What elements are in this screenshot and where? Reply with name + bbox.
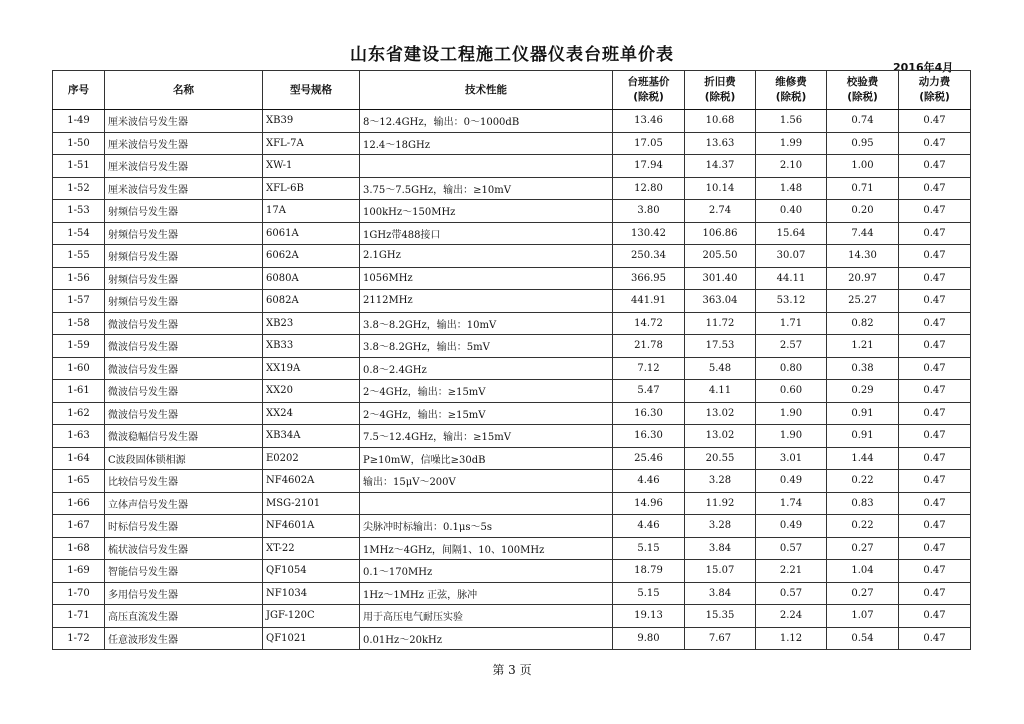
cell-spec [360, 155, 613, 178]
cell-seq: 1-57 [53, 290, 105, 313]
cell-maintenance: 2.24 [756, 605, 827, 628]
cell-power: 0.47 [899, 222, 971, 245]
cell-power: 0.47 [899, 560, 971, 583]
cell-model: QF1054 [263, 560, 360, 583]
cell-maintenance: 0.57 [756, 537, 827, 560]
cell-seq: 1-61 [53, 380, 105, 403]
cell-name: 智能信号发生器 [105, 560, 263, 583]
cell-model: XX24 [263, 402, 360, 425]
cell-seq: 1-49 [53, 110, 105, 133]
table-row [53, 627, 971, 650]
cell-name: 微波信号发生器 [105, 357, 263, 380]
cell-model: 6062A [263, 245, 360, 268]
cell-seq: 1-59 [53, 335, 105, 358]
cell-calibration: 0.74 [827, 110, 899, 133]
table-row [53, 582, 971, 605]
cell-calibration: 25.27 [827, 290, 899, 313]
cell-base-price: 250.34 [613, 245, 685, 268]
cell-power: 0.47 [899, 267, 971, 290]
cell-name: 微波信号发生器 [105, 402, 263, 425]
cell-power: 0.47 [899, 447, 971, 470]
cell-depreciation: 3.84 [685, 537, 756, 560]
cell-name: 厘米波信号发生器 [105, 132, 263, 155]
cell-maintenance: 3.01 [756, 447, 827, 470]
cell-base-price: 13.46 [613, 110, 685, 133]
cell-calibration: 0.38 [827, 357, 899, 380]
cell-calibration: 7.44 [827, 222, 899, 245]
table-row [53, 335, 971, 358]
cell-base-price: 17.05 [613, 132, 685, 155]
cell-calibration: 0.82 [827, 312, 899, 335]
cell-spec: 1GHz带488接口 [360, 222, 613, 245]
cell-model: XW-1 [263, 155, 360, 178]
cell-seq: 1-66 [53, 492, 105, 515]
cell-depreciation: 14.37 [685, 155, 756, 178]
cell-power: 0.47 [899, 110, 971, 133]
cell-power: 0.47 [899, 155, 971, 178]
cell-spec: 2112MHz [360, 290, 613, 313]
cell-calibration: 1.44 [827, 447, 899, 470]
cell-power: 0.47 [899, 402, 971, 425]
col-header-base-price: 台班基价 (除税) [613, 71, 685, 110]
cell-name: 高压直流发生器 [105, 605, 263, 628]
cell-calibration: 0.91 [827, 425, 899, 448]
cell-power: 0.47 [899, 515, 971, 538]
table-row [53, 425, 971, 448]
cell-maintenance: 1.90 [756, 402, 827, 425]
cell-spec: 1Hz～1MHz 正弦，脉冲 [360, 582, 613, 605]
cell-seq: 1-51 [53, 155, 105, 178]
cell-seq: 1-69 [53, 560, 105, 583]
cell-model: XB34A [263, 425, 360, 448]
table-row [53, 605, 971, 628]
table-row [53, 380, 971, 403]
cell-name: 任意波形发生器 [105, 627, 263, 650]
cell-model: XFL-7A [263, 132, 360, 155]
cell-maintenance: 0.57 [756, 582, 827, 605]
cell-base-price: 4.46 [613, 515, 685, 538]
col-header-name: 名称 [105, 71, 263, 110]
cell-name: 比较信号发生器 [105, 470, 263, 493]
cell-maintenance: 0.49 [756, 470, 827, 493]
cell-base-price: 14.96 [613, 492, 685, 515]
cell-depreciation: 4.11 [685, 380, 756, 403]
cell-seq: 1-68 [53, 537, 105, 560]
col-header-maintenance: 维修费 (除税) [756, 71, 827, 110]
cell-model: XB23 [263, 312, 360, 335]
cell-calibration: 0.22 [827, 470, 899, 493]
cell-power: 0.47 [899, 627, 971, 650]
cell-depreciation: 363.04 [685, 290, 756, 313]
cell-depreciation: 20.55 [685, 447, 756, 470]
cell-base-price: 19.13 [613, 605, 685, 628]
cell-base-price: 5.47 [613, 380, 685, 403]
cell-depreciation: 3.28 [685, 470, 756, 493]
cell-name: 微波信号发生器 [105, 380, 263, 403]
table-row [53, 267, 971, 290]
cell-depreciation: 205.50 [685, 245, 756, 268]
cell-maintenance: 2.21 [756, 560, 827, 583]
cell-calibration: 0.83 [827, 492, 899, 515]
cell-model: E0202 [263, 447, 360, 470]
table-row [53, 470, 971, 493]
cell-spec: 2～4GHz，输出：≥15mV [360, 380, 613, 403]
cell-spec: 0.8～2.4GHz [360, 357, 613, 380]
cell-power: 0.47 [899, 470, 971, 493]
cell-calibration: 0.27 [827, 537, 899, 560]
cell-model: NF4602A [263, 470, 360, 493]
cell-depreciation: 10.14 [685, 177, 756, 200]
table-row [53, 222, 971, 245]
cell-maintenance: 0.40 [756, 200, 827, 223]
cell-name: 厘米波信号发生器 [105, 110, 263, 133]
cell-calibration: 1.00 [827, 155, 899, 178]
cell-seq: 1-54 [53, 222, 105, 245]
cell-calibration: 20.97 [827, 267, 899, 290]
cell-spec: 3.8～8.2GHz，输出：10mV [360, 312, 613, 335]
cell-name: 射频信号发生器 [105, 200, 263, 223]
cell-seq: 1-52 [53, 177, 105, 200]
cell-depreciation: 13.02 [685, 425, 756, 448]
table-date: 2016年4月 [893, 61, 954, 74]
table-row [53, 245, 971, 268]
cell-seq: 1-65 [53, 470, 105, 493]
cell-spec: 3.8～8.2GHz，输出：5mV [360, 335, 613, 358]
cell-seq: 1-60 [53, 357, 105, 380]
cell-spec: 0.01Hz～20kHz [360, 627, 613, 650]
cell-model: XT-22 [263, 537, 360, 560]
cell-model: XB33 [263, 335, 360, 358]
cell-base-price: 7.12 [613, 357, 685, 380]
cell-name: 多用信号发生器 [105, 582, 263, 605]
cell-seq: 1-64 [53, 447, 105, 470]
cell-base-price: 366.95 [613, 267, 685, 290]
cell-calibration: 1.07 [827, 605, 899, 628]
cell-base-price: 4.46 [613, 470, 685, 493]
cell-base-price: 3.80 [613, 200, 685, 223]
cell-name: 厘米波信号发生器 [105, 177, 263, 200]
cell-base-price: 25.46 [613, 447, 685, 470]
col-header-power: 动力费 (除税) [899, 71, 971, 110]
cell-base-price: 17.94 [613, 155, 685, 178]
cell-maintenance: 0.49 [756, 515, 827, 538]
cell-maintenance: 30.07 [756, 245, 827, 268]
cell-spec: 尖脉冲时标输出：0.1μs～5s [360, 515, 613, 538]
cell-base-price: 18.79 [613, 560, 685, 583]
cell-spec: 输出：15μV～200V [360, 470, 613, 493]
cell-maintenance: 1.56 [756, 110, 827, 133]
cell-base-price: 5.15 [613, 582, 685, 605]
cell-spec: 12.4～18GHz [360, 132, 613, 155]
cell-depreciation: 301.40 [685, 267, 756, 290]
cell-base-price: 12.80 [613, 177, 685, 200]
cell-maintenance: 1.90 [756, 425, 827, 448]
cell-name: 厘米波信号发生器 [105, 155, 263, 178]
cell-model: XFL-6B [263, 177, 360, 200]
cell-spec: 0.1～170MHz [360, 560, 613, 583]
table-row [53, 132, 971, 155]
table-row [53, 110, 971, 133]
page-title: 山东省建设工程施工仪器仪表台班单价表 [350, 45, 674, 65]
cell-power: 0.47 [899, 380, 971, 403]
table-row [53, 492, 971, 515]
cell-name: 微波信号发生器 [105, 335, 263, 358]
cell-name: 射频信号发生器 [105, 222, 263, 245]
cell-spec: 7.5～12.4GHz，输出：≥15mV [360, 425, 613, 448]
cell-power: 0.47 [899, 605, 971, 628]
cell-model: 17A [263, 200, 360, 223]
cell-seq: 1-50 [53, 132, 105, 155]
cell-base-price: 5.15 [613, 537, 685, 560]
cell-calibration: 0.71 [827, 177, 899, 200]
cell-spec: 2.1GHz [360, 245, 613, 268]
cell-calibration: 0.95 [827, 132, 899, 155]
cell-spec [360, 492, 613, 515]
table-row [53, 200, 971, 223]
cell-calibration: 0.22 [827, 515, 899, 538]
table-row [53, 177, 971, 200]
cell-calibration: 0.27 [827, 582, 899, 605]
cell-spec: 用于高压电气耐压实验 [360, 605, 613, 628]
table-row [53, 357, 971, 380]
col-header-seq: 序号 [53, 71, 105, 110]
col-header-depreciation: 折旧费 (除税) [685, 71, 756, 110]
cell-depreciation: 2.74 [685, 200, 756, 223]
cell-power: 0.47 [899, 290, 971, 313]
cell-calibration: 0.20 [827, 200, 899, 223]
cell-maintenance: 0.80 [756, 357, 827, 380]
cell-depreciation: 5.48 [685, 357, 756, 380]
cell-spec: 100kHz～150MHz [360, 200, 613, 223]
cell-calibration: 0.29 [827, 380, 899, 403]
cell-spec: P≥10mW，信噪比≥30dB [360, 447, 613, 470]
cell-model: XX20 [263, 380, 360, 403]
cell-seq: 1-70 [53, 582, 105, 605]
table-row [53, 402, 971, 425]
cell-depreciation: 11.72 [685, 312, 756, 335]
table-row [53, 515, 971, 538]
cell-power: 0.47 [899, 200, 971, 223]
cell-depreciation: 13.02 [685, 402, 756, 425]
cell-seq: 1-72 [53, 627, 105, 650]
cell-model: MSG-2101 [263, 492, 360, 515]
cell-seq: 1-58 [53, 312, 105, 335]
cell-power: 0.47 [899, 312, 971, 335]
cell-maintenance: 15.64 [756, 222, 827, 245]
cell-name: C波段固体锁相源 [105, 447, 263, 470]
cell-spec: 8～12.4GHz，输出：0～1000dB [360, 110, 613, 133]
col-header-model: 型号规格 [263, 71, 360, 110]
cell-model: 6082A [263, 290, 360, 313]
cell-base-price: 21.78 [613, 335, 685, 358]
cell-model: 6080A [263, 267, 360, 290]
cell-power: 0.47 [899, 492, 971, 515]
cell-depreciation: 15.35 [685, 605, 756, 628]
cell-calibration: 0.54 [827, 627, 899, 650]
cell-maintenance: 1.48 [756, 177, 827, 200]
cell-name: 时标信号发生器 [105, 515, 263, 538]
cell-maintenance: 53.12 [756, 290, 827, 313]
cell-seq: 1-63 [53, 425, 105, 448]
cell-base-price: 9.80 [613, 627, 685, 650]
cell-depreciation: 17.53 [685, 335, 756, 358]
cell-name: 射频信号发生器 [105, 267, 263, 290]
cell-spec: 1MHz～4GHz，间隔1、10、100MHz [360, 537, 613, 560]
cell-name: 射频信号发生器 [105, 290, 263, 313]
cell-depreciation: 10.68 [685, 110, 756, 133]
cell-power: 0.47 [899, 425, 971, 448]
cell-model: XX19A [263, 357, 360, 380]
cell-depreciation: 3.84 [685, 582, 756, 605]
cell-model: NF4601A [263, 515, 360, 538]
cell-model: JGF-120C [263, 605, 360, 628]
cell-depreciation: 106.86 [685, 222, 756, 245]
cell-base-price: 14.72 [613, 312, 685, 335]
cell-maintenance: 1.74 [756, 492, 827, 515]
cell-power: 0.47 [899, 357, 971, 380]
cell-name: 立体声信号发生器 [105, 492, 263, 515]
cell-power: 0.47 [899, 335, 971, 358]
cell-name: 梳状波信号发生器 [105, 537, 263, 560]
col-header-spec: 技术性能 [360, 71, 613, 110]
cell-base-price: 130.42 [613, 222, 685, 245]
table-row [53, 290, 971, 313]
cell-base-price: 441.91 [613, 290, 685, 313]
col-header-calibration: 校验费 (除税) [827, 71, 899, 110]
cell-maintenance: 1.99 [756, 132, 827, 155]
table-row [53, 155, 971, 178]
cell-seq: 1-56 [53, 267, 105, 290]
cell-power: 0.47 [899, 177, 971, 200]
cell-name: 微波信号发生器 [105, 312, 263, 335]
table-header-row [53, 71, 971, 110]
table-row [53, 560, 971, 583]
cell-power: 0.47 [899, 245, 971, 268]
cell-power: 0.47 [899, 537, 971, 560]
cell-seq: 1-53 [53, 200, 105, 223]
page-number: 第 3 页 [492, 663, 532, 677]
cell-power: 0.47 [899, 132, 971, 155]
cell-model: NF1034 [263, 582, 360, 605]
cell-spec: 2～4GHz，输出：≥15mV [360, 402, 613, 425]
cell-seq: 1-62 [53, 402, 105, 425]
cell-maintenance: 0.60 [756, 380, 827, 403]
cell-power: 0.47 [899, 582, 971, 605]
cell-calibration: 1.04 [827, 560, 899, 583]
cell-maintenance: 44.11 [756, 267, 827, 290]
table-row [53, 447, 971, 470]
cell-seq: 1-67 [53, 515, 105, 538]
cell-calibration: 1.21 [827, 335, 899, 358]
cell-depreciation: 11.92 [685, 492, 756, 515]
cell-maintenance: 1.12 [756, 627, 827, 650]
cell-depreciation: 13.63 [685, 132, 756, 155]
cell-seq: 1-55 [53, 245, 105, 268]
cell-depreciation: 3.28 [685, 515, 756, 538]
cell-maintenance: 2.57 [756, 335, 827, 358]
cell-spec: 1056MHz [360, 267, 613, 290]
cell-calibration: 0.91 [827, 402, 899, 425]
table-row [53, 537, 971, 560]
cell-maintenance: 1.71 [756, 312, 827, 335]
price-table [52, 70, 971, 650]
cell-base-price: 16.30 [613, 425, 685, 448]
cell-name: 微波稳幅信号发生器 [105, 425, 263, 448]
cell-depreciation: 7.67 [685, 627, 756, 650]
cell-name: 射频信号发生器 [105, 245, 263, 268]
cell-calibration: 14.30 [827, 245, 899, 268]
cell-depreciation: 15.07 [685, 560, 756, 583]
cell-model: XB39 [263, 110, 360, 133]
cell-base-price: 16.30 [613, 402, 685, 425]
cell-seq: 1-71 [53, 605, 105, 628]
cell-model: 6061A [263, 222, 360, 245]
cell-spec: 3.75～7.5GHz，输出：≥10mV [360, 177, 613, 200]
cell-maintenance: 2.10 [756, 155, 827, 178]
cell-model: QF1021 [263, 627, 360, 650]
table-row [53, 312, 971, 335]
